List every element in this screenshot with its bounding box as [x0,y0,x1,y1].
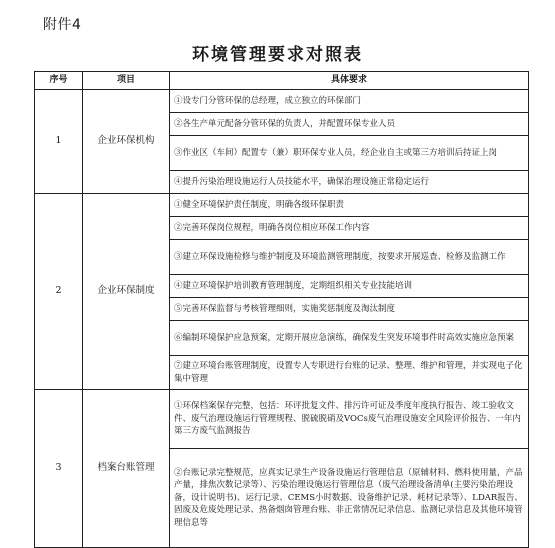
requirement-cell: ③建立环保设施检修与维护制度及环境监测管理制度，按要求开展巡查、检修及监测工作 [170,240,529,275]
row-item: 档案台账管理 [83,390,170,548]
requirement-cell: ④提升污染治理设施运行人员技能水平，确保治理设施正常稳定运行 [170,171,529,194]
row-item: 企业环保机构 [83,90,170,194]
table-header-row [35,72,529,90]
requirements-table [34,71,529,548]
header-index: 序号 [35,72,83,90]
table-row [35,194,529,217]
row-index: 2 [35,194,83,390]
requirement-cell: ⑥编制环境保护应急预案，定期开展应急演练，确保发生突发环境事件时高效实施应急预案 [170,321,529,356]
requirement-cell: ②各生产单元配备分管环保的负责人，并配置环保专业人员 [170,113,529,136]
row-index: 1 [35,90,83,194]
requirement-cell: ①设专门分管环保的总经理，成立独立的环保部门 [170,90,529,113]
header-requirement: 具体要求 [170,72,529,90]
row-index: 3 [35,390,83,548]
requirement-cell: ①健全环境保护责任制度，明确各级环保职责 [170,194,529,217]
table-row [35,90,529,113]
requirement-cell: ⑦建立环境台账管理制度，设置专人专职进行台账的记录、整理、维护和管理，并实现电子化集中管理 [170,356,529,390]
header-item: 项目 [83,72,170,90]
requirement-cell: ①环保档案保存完整，包括：环评批复文件、排污许可证及季度年度执行报告、竣工验收文件、废气治理设施运行管理规程、脱硫脱硝及VOCs废气治理设施安全风险评价报告、一年内第三方废气监测报告 [170,390,529,449]
requirement-cell: ⑤完善环保监督与考核管理细则，实施奖惩制度及淘汰制度 [170,298,529,321]
row-item: 企业环保制度 [83,194,170,390]
requirement-cell: ③作业区（车间）配置专（兼）职环保专业人员，经企业自主或第三方培训后持证上岗 [170,136,529,171]
requirement-cell: ④建立环境保护培训教育管理制度，定期组织相关专业技能培训 [170,275,529,298]
requirement-cell: ②完善环保岗位规程，明确各岗位相应环保工作内容 [170,217,529,240]
table-row [35,390,529,449]
attachment-label: 附件4 [43,17,82,33]
page-title: 环境管理要求对照表 [192,45,363,65]
requirement-cell: ②台账记录完整规范，应真实记录生产设备设施运行管理信息（原辅材料、燃料使用量，产品产量，排焦次数记录等）、污染治理设施运行管理信息（废气治理设备清单(主要污染治理设备，设计说明书)、运行记录、CEMS小时数据、设备维护记录、耗材记录等）、LDAR报告、固废及危废处理记录、热备烟囱管理台账、非正常情况记录信息、监测记录信息及其他环境管理信息等 [170,449,529,548]
